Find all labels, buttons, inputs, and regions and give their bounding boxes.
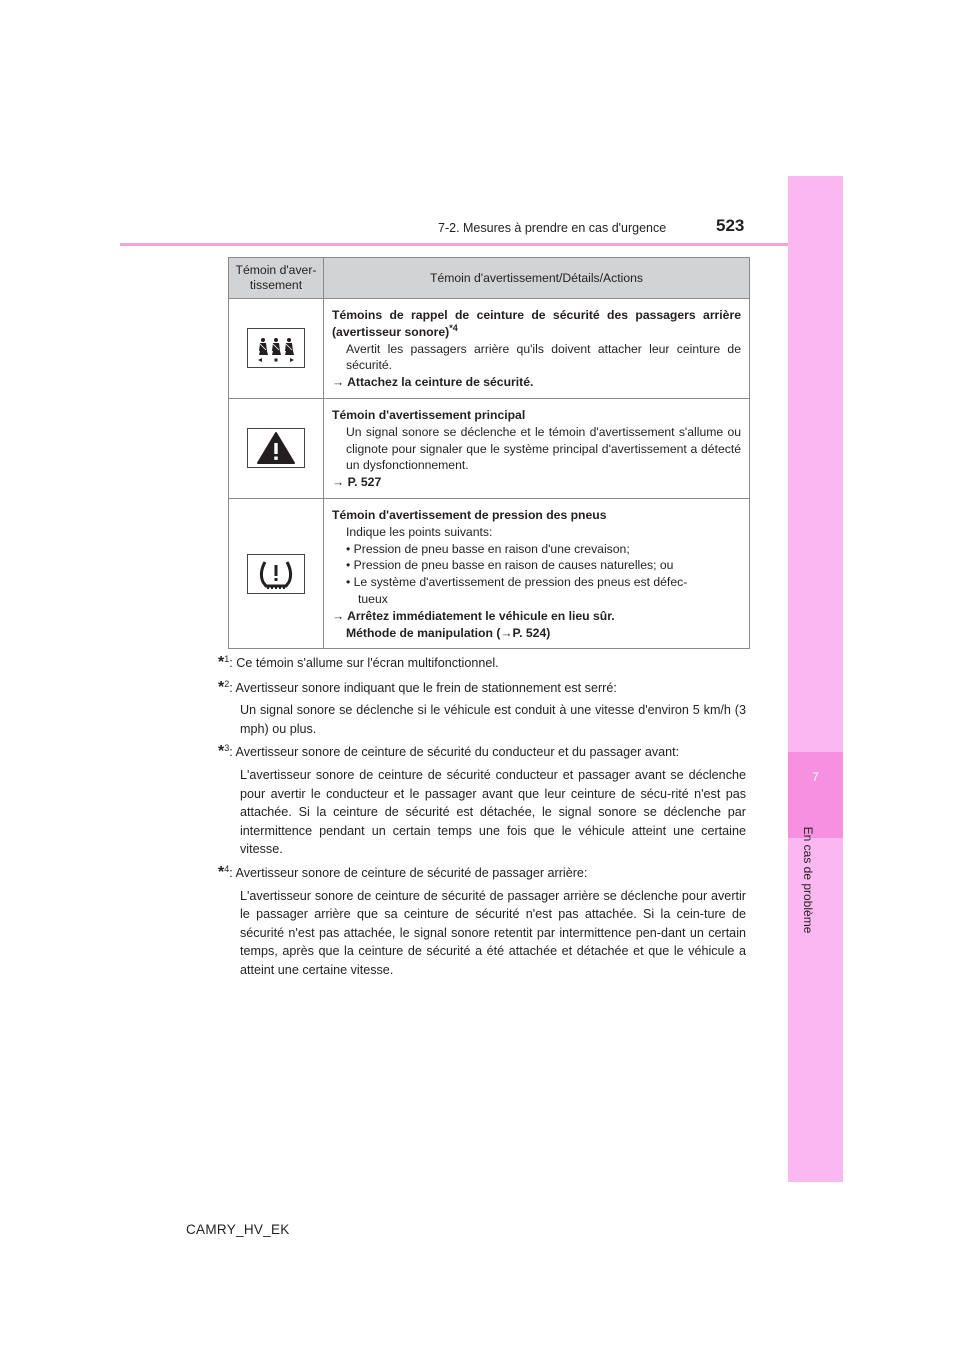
- model-code: CAMRY_HV_EK: [186, 1222, 290, 1237]
- footnote-ref: *4: [449, 322, 458, 333]
- row-title: Témoin d'avertissement de pression des pneus: [332, 507, 607, 522]
- footnote-4-body: L'avertisseur sonore de ceinture de sécurité de passager arrière se déclenche pour avertir le passager arrière que sa ceinture de sécurité n'est pas attachée. Si la cein-ture de sécurité n'est pas attachée, le signal sonore retentit par intermittence pen-dant un certain temps, après que la ceinture de sécurité a été attachée et détachée et que le véhicule a atteint une certaine vitesse.: [240, 888, 746, 977]
- details-cell: [324, 498, 750, 648]
- section-title: 7-2. Mesures à prendre en cas d'urgence: [438, 221, 667, 235]
- list-item: • Pression de pneu basse en raison de causes naturelles; ou: [346, 558, 674, 573]
- chapter-label: En cas de problème: [801, 826, 815, 934]
- col-header-light: Témoin d'aver-tissement: [229, 258, 324, 299]
- footnote-4: *$^4$: Avertisseur sonore de ceinture de sécurité de passager arrière:: [218, 863, 588, 881]
- row-action: → Attachez la ceinture de sécurité.: [332, 375, 534, 390]
- footnote-2-body: Un signal sonore se déclenche si le véhicule est conduit à une vitesse d'environ 5 km/h (3 mph) ou plus.: [240, 703, 746, 736]
- col-header-details: Témoin d'avertissement/Détails/Actions: [324, 258, 750, 299]
- chapter-number-tab: [788, 752, 843, 838]
- icon-cell: [229, 398, 324, 498]
- chapter-side-tab: [788, 176, 843, 1182]
- row-action-reference: Méthode de manipulation (→P. 524): [346, 625, 551, 640]
- table-row: [229, 398, 750, 498]
- table-row: [229, 498, 750, 648]
- details-cell: [324, 299, 750, 399]
- row-action: → P. 527: [332, 475, 382, 490]
- rear-seatbelt-reminder-icon: [247, 328, 305, 368]
- footnote-3-body: L'avertisseur sonore de ceinture de sécurité conducteur et passager avant se déclenche pour avertir le conducteur et le passager avant que leur ceinture de sécu-rité n'est pas attachée. Si la ceinture de sécurité est détachée, le signal sonore se déclenche par intermittence pendant un certain temps une fois que le véhicule atteint une certaine vitesse.: [240, 767, 746, 857]
- icon-cell: [229, 299, 324, 399]
- list-item: • Pression de pneu basse en raison d'une crevaison;: [346, 541, 630, 556]
- master-warning-icon: [247, 428, 305, 468]
- page-number: 523: [716, 216, 745, 235]
- list-item: • Le système d'avertissement de pression des pneus est défec-: [346, 575, 688, 590]
- footnote-1: *$^1$: Ce témoin s'allume sur l'écran multifonctionnel.: [218, 653, 499, 671]
- list-item-continuation: tueux: [358, 591, 388, 606]
- header-rule: [120, 243, 788, 246]
- table-row: [229, 299, 750, 399]
- row-description: Un signal sonore se déclenche et le témoin d'avertissement s'allume ou clignote pour signaler que le système principal d'avertissement a détecté un dysfonctionnement.: [346, 424, 741, 473]
- tire-pressure-warning-icon: [247, 554, 305, 594]
- row-description: Avertit les passagers arrière qu'ils doivent attacher leur ceinture de sécurité.: [346, 341, 741, 373]
- table-header-row: [229, 258, 750, 299]
- icon-cell: [229, 498, 324, 648]
- footnotes: [218, 654, 746, 985]
- details-cell: [324, 398, 750, 498]
- row-title: Témoins de rappel de ceinture de sécurité des passagers arrière (avertisseur sonore)$^{*4}$: [332, 308, 741, 339]
- row-title: Témoin d'avertissement principal: [332, 407, 526, 422]
- row-description: Indique les points suivants:: [346, 524, 493, 539]
- footnote-2: *$^2$: Avertisseur sonore indiquant que le frein de stationnement est serré:: [218, 678, 617, 696]
- warning-lights-table: [228, 257, 750, 649]
- footnote-3: *$^3$: Avertisseur sonore de ceinture de sécurité du conducteur et du passager avant:: [218, 743, 680, 761]
- row-action: → Arrêtez immédiatement le véhicule en lieu sûr.: [332, 608, 615, 623]
- chapter-number: 7: [812, 770, 819, 784]
